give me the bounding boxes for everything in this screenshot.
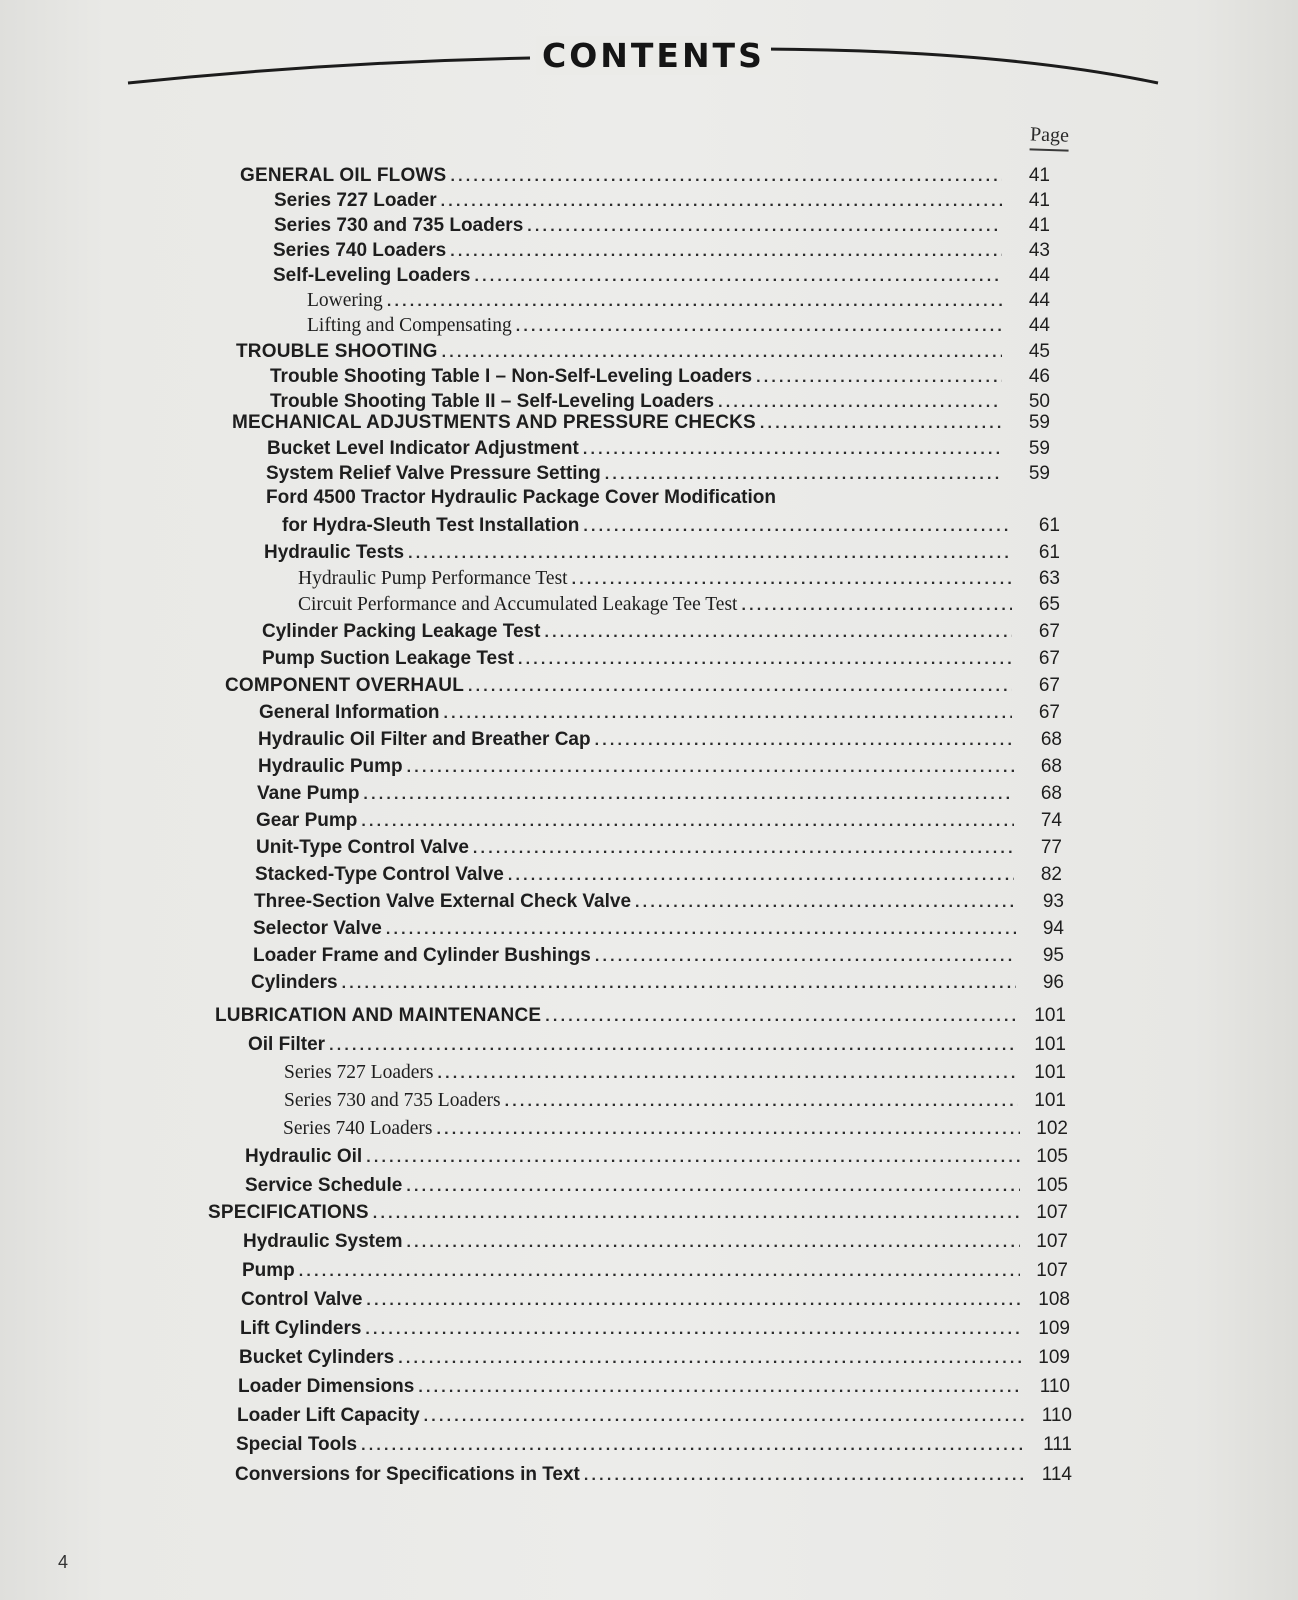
toc-entry-page: 63 <box>1038 568 1060 589</box>
toc-entry[interactable] <box>273 240 1050 266</box>
toc-entry-page: 107 <box>1036 1202 1068 1223</box>
toc-entry-label: TROUBLE SHOOTING <box>236 341 438 362</box>
dot-leader <box>441 193 1002 211</box>
dot-leader <box>366 1292 1022 1310</box>
toc-entry[interactable] <box>262 648 1060 674</box>
toc-entry-page: 101 <box>1034 1034 1066 1055</box>
toc-entry-page: 107 <box>1036 1231 1068 1252</box>
dot-leader <box>468 678 1012 696</box>
toc-entry-page: 109 <box>1038 1347 1070 1368</box>
toc-entry-page: 46 <box>1028 366 1050 387</box>
toc-entry-label: MECHANICAL ADJUSTMENTS AND PRESSURE CHECKS <box>232 412 756 433</box>
toc-entry-page: 44 <box>1028 265 1050 286</box>
toc-entry-label: Bucket Level Indicator Adjustment <box>267 438 579 459</box>
toc-entry-page: 59 <box>1028 412 1050 433</box>
toc-entry-page: 108 <box>1038 1289 1070 1310</box>
toc-entry[interactable] <box>253 945 1064 971</box>
toc-entry-page: 59 <box>1028 463 1050 484</box>
dot-leader <box>635 894 1016 912</box>
dot-leader <box>361 1437 1024 1455</box>
toc-entry-label: Series 727 Loaders <box>284 1062 434 1083</box>
toc-entry-page: 102 <box>1036 1118 1068 1139</box>
toc-entry[interactable] <box>307 315 1050 341</box>
dot-leader <box>718 394 1002 412</box>
toc-entry-label: Bucket Cylinders <box>239 1347 395 1368</box>
toc-entry-label: Special Tools <box>236 1434 358 1455</box>
toc-entry-label: Vane Pump <box>257 783 360 804</box>
toc-entry[interactable] <box>267 438 1050 464</box>
toc-entry[interactable] <box>257 783 1062 809</box>
toc-entry-page: 110 <box>1041 1405 1072 1426</box>
toc-entry[interactable] <box>241 1289 1070 1315</box>
toc-entry-label: Pump <box>242 1260 295 1281</box>
toc-entry-page: 44 <box>1028 290 1050 311</box>
dot-leader <box>605 466 1002 484</box>
dot-leader <box>436 1121 1020 1139</box>
dot-leader <box>572 571 1012 589</box>
page-number: 4 <box>58 1552 69 1572</box>
page-column-header: Page <box>1030 123 1070 151</box>
dot-leader <box>516 318 1002 336</box>
toc-entry-page: 59 <box>1028 438 1050 459</box>
toc-entry-page: 67 <box>1038 621 1060 642</box>
toc-entry-page: 74 <box>1040 810 1062 831</box>
toc-entry-page: 105 <box>1036 1146 1068 1167</box>
dot-leader <box>363 786 1014 804</box>
toc-entry-label: LUBRICATION AND MAINTENANCE <box>215 1005 542 1026</box>
toc-entry-page: 41 <box>1028 165 1050 186</box>
toc-entry-page: 101 <box>1034 1005 1066 1026</box>
dot-leader <box>387 293 1002 311</box>
toc-entry-label: Series 740 Loaders <box>273 240 447 261</box>
toc-entry-label: Loader Lift Capacity <box>237 1405 420 1426</box>
dot-leader <box>424 1408 1024 1426</box>
toc-entry-page: 107 <box>1036 1260 1068 1281</box>
toc-entry-label: Series 740 Loaders <box>283 1118 433 1139</box>
toc-entry[interactable] <box>253 918 1064 944</box>
toc-entry[interactable] <box>256 837 1062 863</box>
toc-entry[interactable] <box>235 1464 1072 1490</box>
toc-entry-label: Loader Dimensions <box>238 1376 415 1397</box>
toc-entry-label: Series 730 and 735 Loaders <box>284 1090 501 1111</box>
toc-entry[interactable] <box>239 1347 1070 1373</box>
toc-entry[interactable] <box>232 412 1050 438</box>
toc-entry-page: 101 <box>1034 1062 1066 1083</box>
contents-header <box>0 0 1298 110</box>
toc-entry[interactable] <box>258 756 1062 782</box>
toc-entry[interactable] <box>245 1146 1068 1172</box>
toc-entry-label: Hydraulic Pump Performance Test <box>298 568 568 589</box>
toc-entry[interactable] <box>251 972 1064 998</box>
toc-entry-label: Hydraulic Oil Filter and Breather Cap <box>258 729 591 750</box>
toc-entry-label: Self-Leveling Loaders <box>273 265 471 286</box>
toc-entry[interactable] <box>307 290 1050 316</box>
toc-entry-page: 105 <box>1036 1175 1068 1196</box>
dot-leader <box>474 268 1002 286</box>
dot-leader <box>544 624 1012 642</box>
dot-leader <box>408 545 1012 563</box>
dot-leader <box>756 369 1002 387</box>
toc-entry-page: 114 <box>1041 1464 1072 1485</box>
toc-entry-label: Oil Filter <box>248 1034 326 1055</box>
toc-entry-label: Circuit Performance and Accumulated Leakage Tee Test <box>298 594 738 615</box>
dot-leader <box>444 705 1012 723</box>
toc-entry-label: for Hydra-Sleuth Test Installation <box>282 515 580 536</box>
dot-leader <box>450 243 1002 261</box>
toc-entry-label: Ford 4500 Tractor Hydraulic Package Cover Modification <box>266 487 776 508</box>
toc-entry-page: 109 <box>1038 1318 1070 1339</box>
toc-entry-page: 50 <box>1028 391 1050 412</box>
dot-leader <box>366 1149 1020 1167</box>
toc-entry-page: 110 <box>1039 1376 1070 1397</box>
toc-entry-page: 96 <box>1042 972 1064 993</box>
toc-entry-label: SPECIFICATIONS <box>208 1202 369 1223</box>
toc-entry-label: Unit-Type Control Valve <box>256 837 469 858</box>
toc-entry-label: Trouble Shooting Table I – Non-Self-Leveling Loaders <box>270 366 753 387</box>
toc-entry-page: 77 <box>1040 837 1062 858</box>
toc-entry[interactable] <box>242 1260 1068 1286</box>
page-title: CONTENTS <box>536 36 771 75</box>
dot-leader <box>437 1065 1018 1083</box>
toc-entry-label: Hydraulic Pump <box>258 756 403 777</box>
toc-entry-label: Cylinders <box>251 972 338 993</box>
dot-leader <box>527 218 1002 236</box>
toc-entry[interactable] <box>284 1062 1066 1088</box>
toc-entry[interactable] <box>255 864 1062 890</box>
toc-entry[interactable] <box>245 1175 1068 1201</box>
toc-entry-label: GENERAL OIL FLOWS <box>240 165 447 186</box>
toc-entry-label: Lift Cylinders <box>240 1318 362 1339</box>
dot-leader <box>545 1008 1018 1026</box>
toc-entry-label: Loader Frame and Cylinder Bushings <box>253 945 591 966</box>
dot-leader <box>442 344 1002 362</box>
toc-entry[interactable] <box>259 702 1060 728</box>
toc-entry-page: 95 <box>1042 945 1064 966</box>
toc-entry-page: 67 <box>1038 675 1060 696</box>
dot-leader <box>398 1350 1022 1368</box>
toc-entry-label: Series 730 and 735 Loaders <box>274 215 524 236</box>
toc-entry-page: 61 <box>1038 542 1060 563</box>
toc-entry-page: 41 <box>1028 190 1050 211</box>
toc-entry-label: Conversions for Specifications in Text <box>235 1464 580 1485</box>
toc-entry[interactable] <box>243 1231 1068 1257</box>
toc-entry-label: System Relief Valve Pressure Setting <box>266 463 601 484</box>
toc-entry[interactable] <box>270 366 1050 392</box>
toc-entry-label: General Information <box>259 702 440 723</box>
toc-entry[interactable] <box>208 1202 1068 1228</box>
toc-entry[interactable] <box>266 463 1050 489</box>
toc-entry-page: 45 <box>1028 341 1050 362</box>
toc-entry-label: Lifting and Compensating <box>307 315 512 336</box>
dot-leader <box>595 732 1014 750</box>
dot-leader <box>373 1205 1020 1223</box>
dot-leader <box>583 441 1002 459</box>
toc-entry-label: Service Schedule <box>245 1175 403 1196</box>
toc-entry[interactable] <box>248 1034 1066 1060</box>
toc-entry-label: Stacked-Type Control Valve <box>255 864 504 885</box>
toc-entry[interactable] <box>262 621 1060 647</box>
toc-entry[interactable] <box>298 568 1060 594</box>
toc-entry-page: 68 <box>1040 729 1062 750</box>
toc-entry[interactable] <box>240 165 1050 191</box>
toc-entry-page: 68 <box>1040 756 1062 777</box>
toc-entry[interactable] <box>256 810 1062 836</box>
dot-leader <box>760 415 1002 433</box>
toc-entry[interactable] <box>258 729 1062 755</box>
toc-entry-label: Control Valve <box>241 1289 363 1310</box>
dot-leader <box>365 1321 1022 1339</box>
toc-entry[interactable] <box>215 1005 1066 1031</box>
toc-entry-page: 67 <box>1038 702 1060 723</box>
toc-entry-label: Hydraulic System <box>243 1231 403 1252</box>
toc-entry-label: Lowering <box>307 290 383 311</box>
toc-entry-page: 111 <box>1043 1434 1072 1455</box>
toc-entry-label: COMPONENT OVERHAUL <box>225 675 464 696</box>
toc-entry-page: 101 <box>1034 1090 1066 1111</box>
toc-entry[interactable] <box>236 1434 1072 1460</box>
toc-entry[interactable] <box>237 1405 1072 1431</box>
toc-entry[interactable] <box>283 1118 1068 1144</box>
toc-entry[interactable] <box>264 542 1060 568</box>
dot-leader <box>508 867 1014 885</box>
dot-leader <box>518 651 1012 669</box>
dot-leader <box>329 1037 1018 1055</box>
toc-entry[interactable] <box>284 1090 1066 1116</box>
toc-entry[interactable] <box>240 1318 1070 1344</box>
toc-entry-page: 44 <box>1028 315 1050 336</box>
toc-entry[interactable] <box>273 265 1050 291</box>
toc-entry[interactable] <box>298 594 1060 620</box>
toc-entry-page: 65 <box>1038 594 1060 615</box>
toc-entry[interactable] <box>274 190 1050 216</box>
toc-entry-label: Selector Valve <box>253 918 382 939</box>
dot-leader <box>595 948 1016 966</box>
dot-leader <box>386 921 1016 939</box>
toc-entry-page: 93 <box>1042 891 1064 912</box>
dot-leader <box>406 1178 1020 1196</box>
toc-entry-label: Three-Section Valve External Check Valve <box>254 891 632 912</box>
toc-entry[interactable] <box>236 341 1050 367</box>
toc-entry-page: 68 <box>1040 783 1062 804</box>
toc-entry-page: 67 <box>1038 648 1060 669</box>
toc-entry-page: 82 <box>1040 864 1062 885</box>
dot-leader <box>342 975 1016 993</box>
toc-entry-page: 43 <box>1028 240 1050 261</box>
dot-leader <box>583 518 1012 536</box>
dot-leader <box>361 813 1014 831</box>
toc-entry[interactable] <box>254 891 1064 917</box>
dot-leader <box>450 168 1002 186</box>
dot-leader <box>418 1379 1022 1397</box>
toc-entry-label: Hydraulic Oil <box>245 1146 363 1167</box>
dot-leader <box>584 1467 1024 1485</box>
toc-entry[interactable] <box>282 515 1060 541</box>
toc-entry[interactable] <box>274 215 1050 241</box>
toc-entry-label: Trouble Shooting Table II – Self-Leveling Loaders <box>270 391 715 412</box>
dot-leader <box>505 1093 1018 1111</box>
dot-leader <box>741 597 1012 615</box>
dot-leader <box>473 840 1014 858</box>
dot-leader <box>406 1234 1020 1252</box>
toc-entry-label: Cylinder Packing Leakage Test <box>262 621 541 642</box>
toc-entry-label: Hydraulic Tests <box>264 542 405 563</box>
toc-entry[interactable] <box>225 675 1060 701</box>
toc-entry[interactable] <box>238 1376 1070 1402</box>
toc-entry-label: Gear Pump <box>256 810 358 831</box>
toc-entry-label: Pump Suction Leakage Test <box>262 648 514 669</box>
toc-entry-page: 94 <box>1042 918 1064 939</box>
toc-entry[interactable] <box>266 487 1050 513</box>
dot-leader <box>407 759 1014 777</box>
toc-entry-page: 41 <box>1028 215 1050 236</box>
toc-entry-label: Series 727 Loader <box>274 190 437 211</box>
toc-entry-page: 61 <box>1038 515 1060 536</box>
dot-leader <box>299 1263 1020 1281</box>
